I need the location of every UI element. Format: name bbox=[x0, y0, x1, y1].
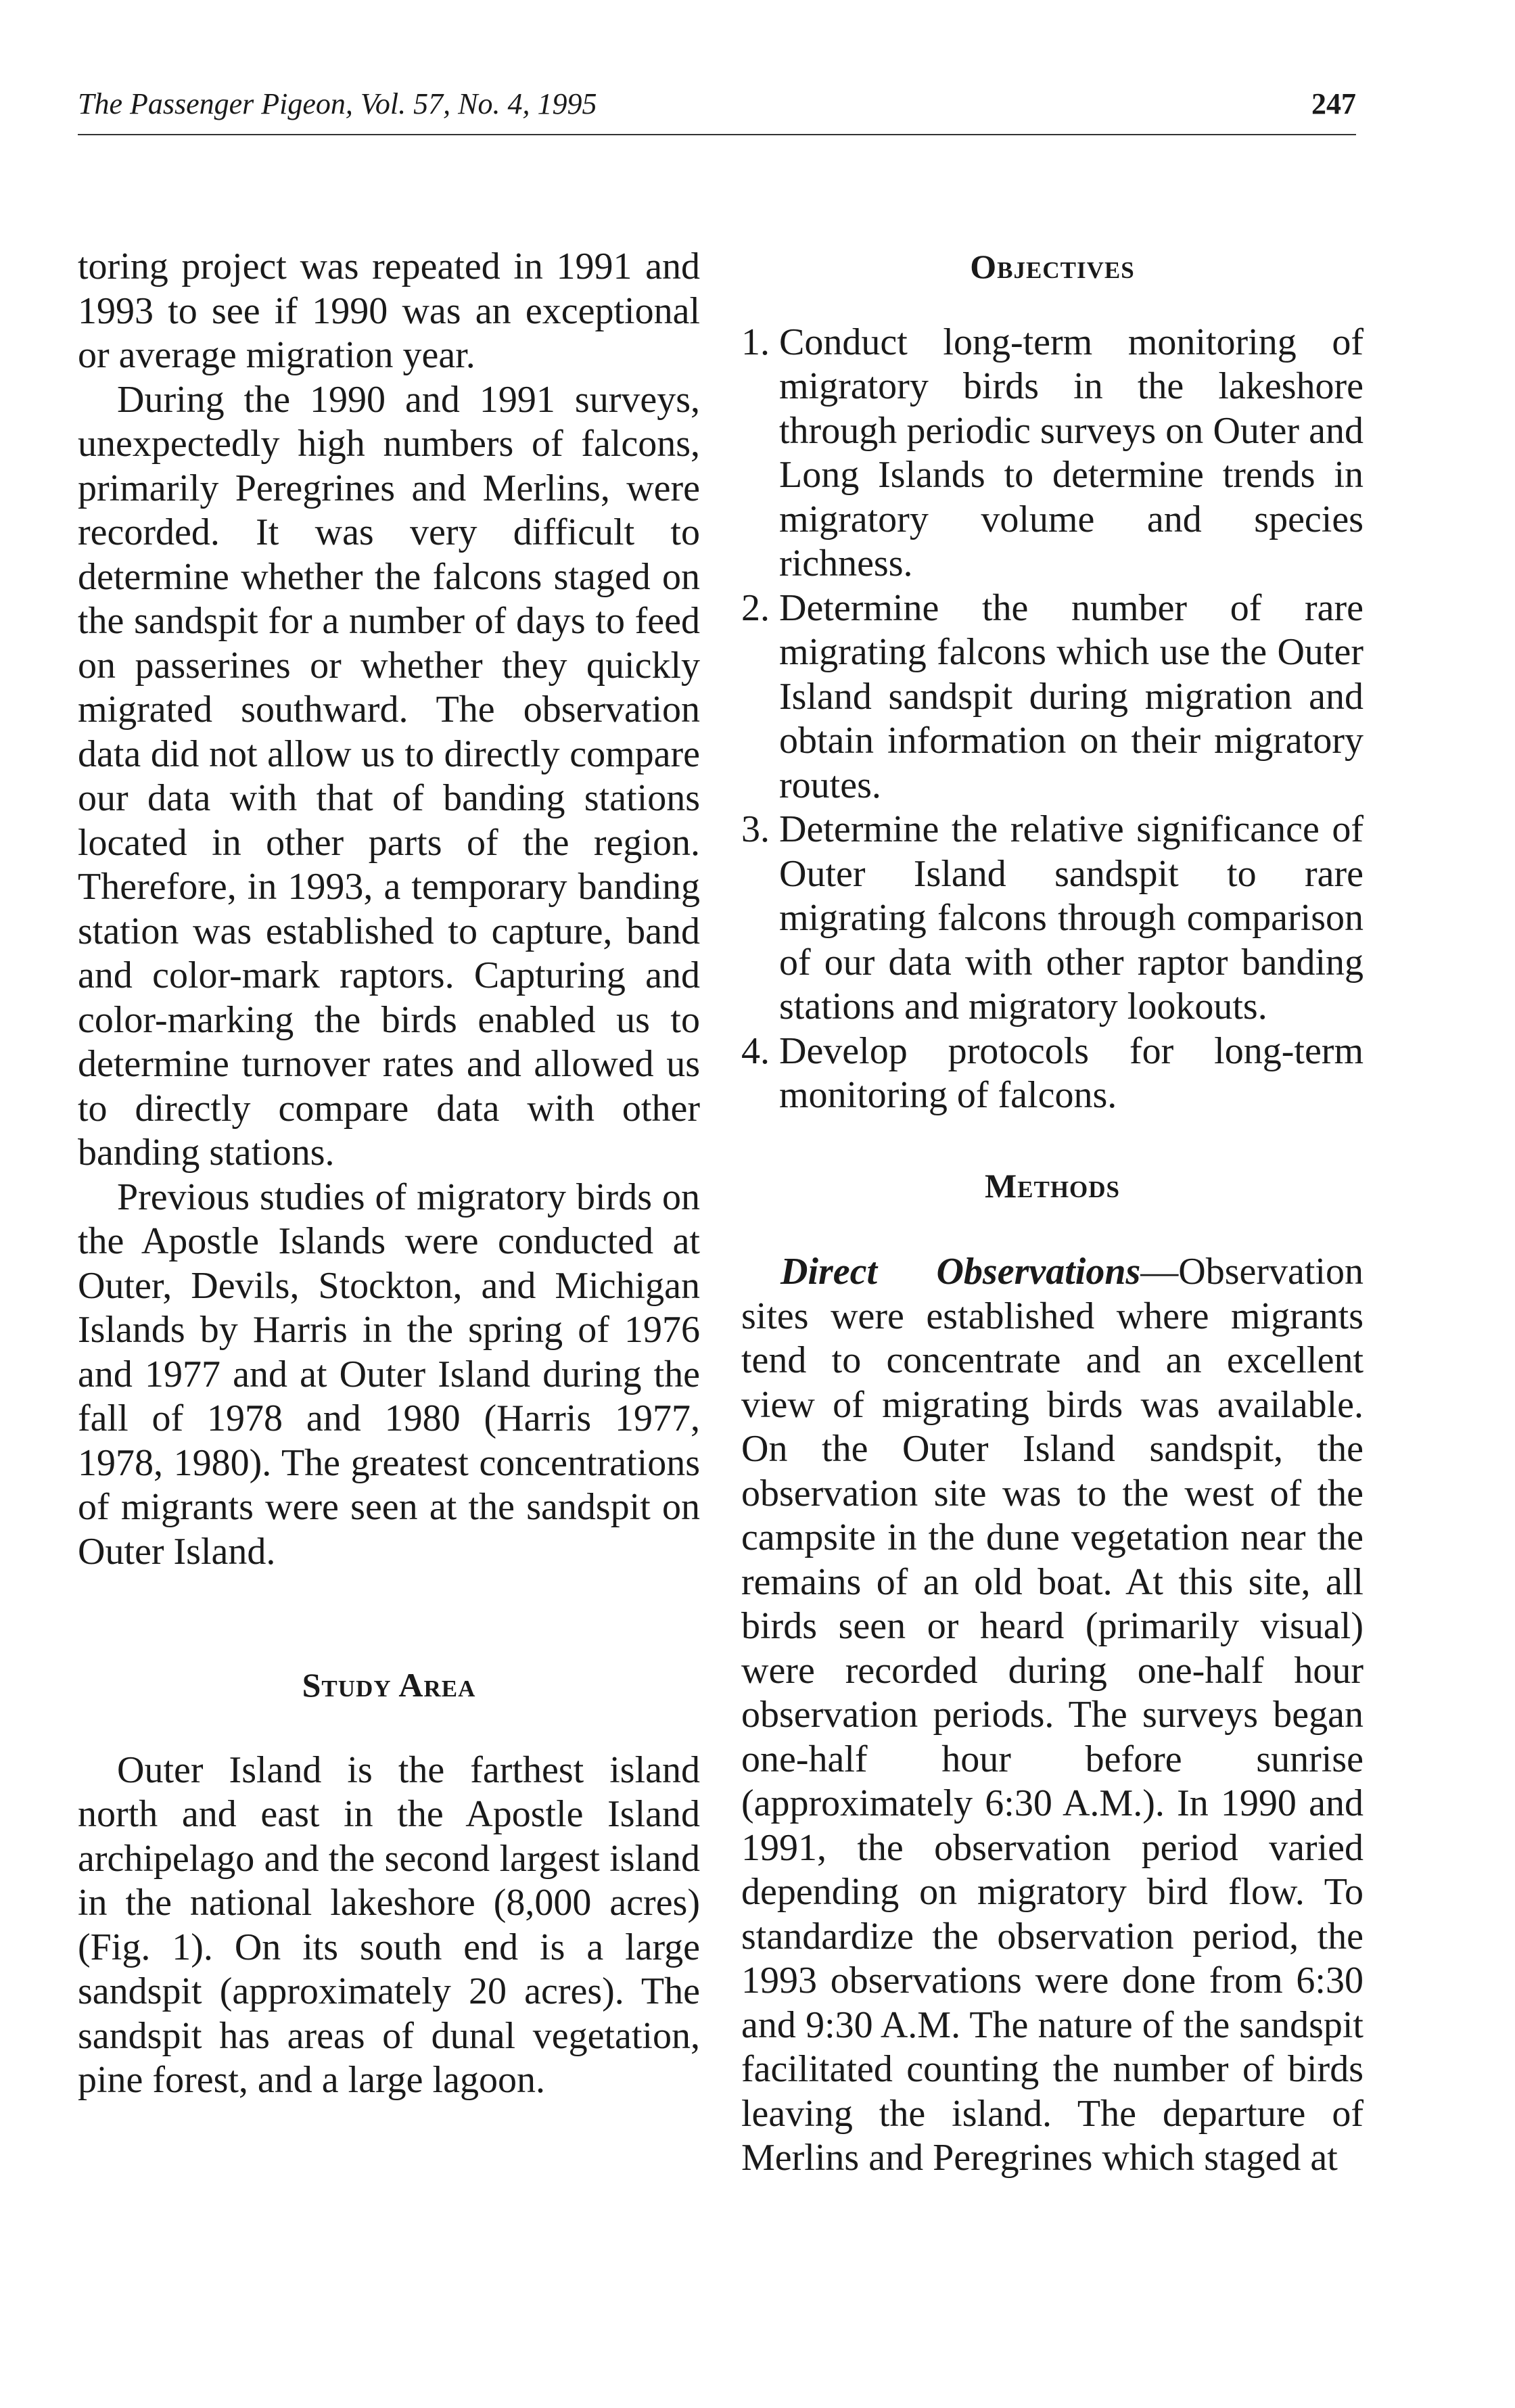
objective-item bbox=[741, 1029, 1364, 1118]
running-head bbox=[78, 89, 1356, 119]
study-area-heading: Study Area bbox=[302, 1666, 476, 1704]
methods-heading: Methods bbox=[984, 1166, 1121, 1205]
objective-number: 2. bbox=[741, 586, 770, 629]
methods-runin-heading: Direct Observations bbox=[780, 1251, 1141, 1293]
left-column bbox=[78, 245, 700, 2103]
objectives-list bbox=[741, 321, 1364, 1118]
body-paragraph: toring project was repeated in 1991 and 1993 to see if 1990 was an exceptional or average migration year. bbox=[78, 246, 700, 376]
methods-paragraph bbox=[741, 1250, 1364, 2181]
objective-text: Determine the number of rare migrating falcons which use the Outer Island sandspit during migration and obtain information on their migratory routes. bbox=[779, 586, 1364, 806]
objective-text: Develop protocols for long-term monitoring of falcons. bbox=[779, 1029, 1364, 1116]
methods-text: —Observation sites were established where migrants tend to concentrate and an excellent view of migrating birds was available. On the Outer Island sandspit, the observation site was to the west of the campsite in the dune vegetation near the remains of an old boat. At this site, all birds seen or heard (primarily visual) were recorded during one-half hour observation periods. The surveys began one-half hour before sunrise (approximately 6:30 A.M.). In 1990 and 1991, the observation period varied depending on migratory bird flow. To standardize the observation period, the 1993 observations were done from 6:30 and 9:30 A.M. The nature of the sandspit facilitated counting the number of birds leaving the island. The departure of Merlins and Peregrines which staged at bbox=[741, 1251, 1364, 2179]
header-rule bbox=[78, 134, 1356, 135]
objective-item bbox=[741, 321, 1364, 586]
objective-item bbox=[741, 586, 1364, 808]
body-paragraph: During the 1990 and 1991 surveys, unexpectedly high numbers of falcons, primarily Peregrines and Merlins, were recorded. It was very difficult to determine whether the falcons staged on the sandspit for a number of days to feed on passerines or whether they quickly migrated southward. The observation data did not allow us to directly compare our data with that of banding stations located in other parts of the region. Therefore, in 1993, a temporary banding station was established to capture, band and color-mark raptors. Capturing and color-marking the birds enabled us to determine turnover rates and allowed us to directly compare data with other banding stations. bbox=[78, 378, 700, 1174]
journal-citation: The Passenger Pigeon, Vol. 57, No. 4, 1995 bbox=[78, 87, 597, 120]
study-area-paragraph: Outer Island is the farthest island north and east in the Apostle Island archipelago and the second largest island in the national lakeshore (8,000 acres) (Fig. 1). On its south end is a large sandspit (approximately 20 acres). The sandspit has areas of dunal vegetation, pine forest, and a large lagoon. bbox=[78, 1749, 700, 2101]
page-number: 247 bbox=[1311, 87, 1356, 120]
body-paragraph: Previous studies of migratory birds on the Apostle Islands were conducted at Outer, Devils, Stockton, and Michigan Islands by Harris in the spring of 1976 and 1977 and at Outer Island during the fall of 1978 and 1980 (Harris 1977, 1978, 1980). The greatest concentrations of migrants were seen at the sandspit on Outer Island. bbox=[78, 1176, 700, 1573]
objective-item bbox=[741, 808, 1364, 1029]
objectives-heading: Objectives bbox=[970, 248, 1135, 285]
objective-number: 1. bbox=[741, 321, 770, 363]
right-column bbox=[741, 245, 1364, 2181]
objective-text: Conduct long-term monitoring of migratory birds in the lakeshore through periodic surveys on Outer and Long Islands to determine trends in migratory volume and species richness. bbox=[779, 321, 1364, 584]
objective-number: 4. bbox=[741, 1029, 770, 1072]
objective-number: 3. bbox=[741, 808, 770, 850]
objective-text: Determine the relative significance of Outer Island sandspit to rare migrating falcons through comparison of our data with other raptor banding stations and migratory lookouts. bbox=[779, 808, 1364, 1027]
